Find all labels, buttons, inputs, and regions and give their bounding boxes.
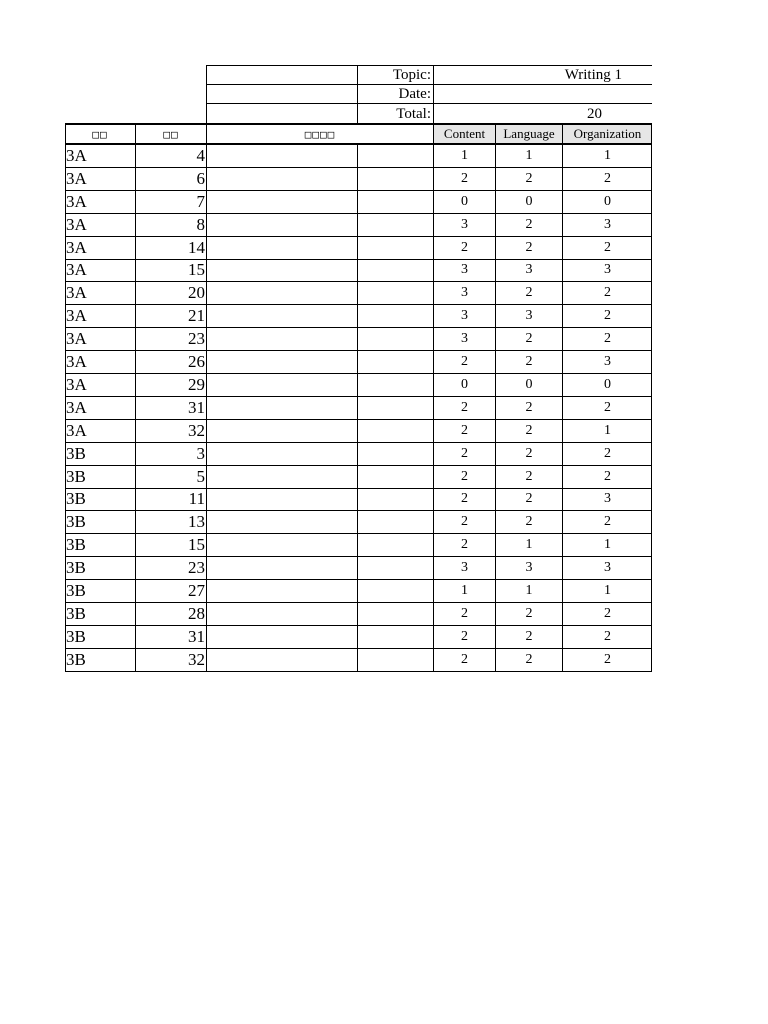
cell-class[interactable]: 3B bbox=[66, 466, 86, 486]
cell-number[interactable]: 7 bbox=[196, 191, 205, 211]
cell-name[interactable] bbox=[207, 397, 357, 419]
cell-organization[interactable]: 2 bbox=[604, 468, 611, 484]
cell-name[interactable] bbox=[207, 168, 357, 190]
cell-organization[interactable]: 2 bbox=[604, 308, 611, 324]
cell-number[interactable]: 15 bbox=[188, 535, 205, 555]
cell-organization[interactable]: 2 bbox=[604, 651, 611, 667]
cell-extra[interactable] bbox=[358, 282, 433, 304]
cell-class[interactable]: 3B bbox=[66, 581, 86, 601]
cell-organization[interactable]: 1 bbox=[604, 537, 611, 553]
cell-language[interactable]: 2 bbox=[525, 285, 533, 301]
cell-content[interactable]: 2 bbox=[461, 239, 468, 255]
cell-extra[interactable] bbox=[358, 191, 433, 213]
cell-name[interactable] bbox=[207, 626, 357, 648]
cell-extra[interactable] bbox=[358, 443, 433, 465]
cell-class[interactable]: 3A bbox=[66, 237, 87, 257]
cell-content[interactable]: 2 bbox=[461, 354, 468, 370]
col-divider bbox=[495, 123, 496, 672]
cell-organization[interactable]: 0 bbox=[604, 376, 611, 392]
cell-organization[interactable]: 2 bbox=[604, 514, 611, 530]
cell-name[interactable] bbox=[207, 237, 357, 259]
cell-name[interactable] bbox=[207, 351, 357, 373]
cell-name[interactable] bbox=[207, 305, 357, 327]
cell-language[interactable]: 2 bbox=[525, 445, 533, 461]
cell-organization[interactable]: 1 bbox=[604, 422, 611, 438]
cell-language[interactable]: 3 bbox=[525, 308, 533, 324]
cell-extra[interactable] bbox=[358, 580, 433, 602]
cell-name[interactable] bbox=[207, 214, 357, 236]
cell-class[interactable]: 3B bbox=[66, 649, 86, 669]
header-number: □□ bbox=[163, 127, 179, 141]
cell-language[interactable]: 2 bbox=[525, 216, 533, 232]
cell-name[interactable] bbox=[207, 374, 357, 396]
cell-content[interactable]: 2 bbox=[461, 491, 468, 507]
cell-content[interactable]: 2 bbox=[461, 537, 468, 553]
cell-content[interactable]: 2 bbox=[461, 651, 468, 667]
cell-extra[interactable] bbox=[358, 305, 433, 327]
cell-extra[interactable] bbox=[358, 214, 433, 236]
cell-extra[interactable] bbox=[358, 489, 433, 511]
row-divider bbox=[65, 671, 652, 672]
cell-organization[interactable]: 3 bbox=[604, 354, 611, 370]
cell-content[interactable]: 0 bbox=[461, 376, 468, 392]
cell-class[interactable]: 3B bbox=[66, 558, 86, 578]
cell-name[interactable] bbox=[207, 649, 357, 671]
cell-name[interactable] bbox=[207, 282, 357, 304]
cell-content[interactable]: 2 bbox=[461, 605, 468, 621]
date-value[interactable] bbox=[434, 85, 652, 103]
cell-language[interactable]: 2 bbox=[525, 239, 533, 255]
cell-number[interactable]: 14 bbox=[188, 237, 205, 257]
cell-extra[interactable] bbox=[358, 534, 433, 556]
cell-number[interactable]: 32 bbox=[188, 420, 205, 440]
cell-content[interactable]: 2 bbox=[461, 170, 468, 186]
cell-language[interactable]: 2 bbox=[525, 422, 533, 438]
cell-extra[interactable] bbox=[358, 511, 433, 533]
cell-language[interactable]: 0 bbox=[525, 376, 533, 392]
header-name: □□□□ bbox=[304, 127, 336, 141]
cell-organization[interactable]: 2 bbox=[604, 170, 611, 186]
cell-extra[interactable] bbox=[358, 168, 433, 190]
cell-name[interactable] bbox=[207, 557, 357, 579]
cell-language[interactable]: 0 bbox=[525, 193, 533, 209]
cell-class[interactable]: 3A bbox=[66, 260, 87, 280]
cell-content[interactable]: 2 bbox=[461, 628, 468, 644]
total-label: Total: bbox=[396, 105, 431, 122]
cell-class[interactable]: 3A bbox=[66, 191, 87, 211]
cell-content[interactable]: 0 bbox=[461, 193, 468, 209]
cell-organization[interactable]: 2 bbox=[604, 331, 611, 347]
col-divider bbox=[651, 123, 652, 672]
col-divider bbox=[357, 143, 358, 672]
cell-organization[interactable]: 3 bbox=[604, 216, 611, 232]
cell-number[interactable]: 11 bbox=[188, 489, 205, 509]
cell-number[interactable]: 28 bbox=[188, 603, 205, 623]
cell-name[interactable] bbox=[207, 489, 357, 511]
cell-language[interactable]: 2 bbox=[525, 491, 533, 507]
cell-class[interactable]: 3A bbox=[66, 306, 87, 326]
cell-number[interactable]: 5 bbox=[196, 466, 205, 486]
cell-number[interactable]: 32 bbox=[188, 649, 205, 669]
cell-class[interactable]: 3B bbox=[66, 535, 86, 555]
cell-name[interactable] bbox=[207, 534, 357, 556]
cell-language[interactable]: 1 bbox=[525, 147, 533, 163]
cell-number[interactable]: 20 bbox=[188, 283, 205, 303]
cell-class[interactable]: 3A bbox=[66, 145, 87, 165]
cell-language[interactable]: 2 bbox=[525, 170, 533, 186]
cell-organization[interactable]: 2 bbox=[604, 399, 611, 415]
cell-content[interactable]: 3 bbox=[461, 331, 468, 347]
cell-extra[interactable] bbox=[358, 374, 433, 396]
cell-name[interactable] bbox=[207, 443, 357, 465]
cell-class[interactable]: 3B bbox=[66, 512, 86, 532]
cell-extra[interactable] bbox=[358, 466, 433, 488]
cell-language[interactable]: 1 bbox=[525, 537, 533, 553]
cell-extra[interactable] bbox=[358, 649, 433, 671]
topic-label: Topic: bbox=[392, 66, 431, 83]
cell-class[interactable]: 3A bbox=[66, 168, 87, 188]
cell-class[interactable]: 3A bbox=[66, 397, 87, 417]
cell-number[interactable]: 4 bbox=[196, 145, 205, 165]
cell-content[interactable]: 3 bbox=[461, 308, 468, 324]
col-divider bbox=[206, 123, 207, 672]
cell-class[interactable]: 3B bbox=[66, 443, 86, 463]
cell-number[interactable]: 13 bbox=[188, 512, 205, 532]
cell-number[interactable]: 26 bbox=[188, 352, 205, 372]
cell-content[interactable]: 1 bbox=[461, 583, 468, 599]
cell-number[interactable]: 29 bbox=[188, 374, 205, 394]
cell-organization[interactable]: 2 bbox=[604, 239, 611, 255]
cell-language[interactable]: 2 bbox=[525, 605, 533, 621]
cell-organization[interactable]: 3 bbox=[604, 491, 611, 507]
cell-number[interactable]: 23 bbox=[188, 558, 205, 578]
cell-language[interactable]: 2 bbox=[525, 651, 533, 667]
cell-extra[interactable] bbox=[358, 351, 433, 373]
cell-language[interactable]: 2 bbox=[525, 331, 533, 347]
cell-class[interactable]: 3A bbox=[66, 374, 87, 394]
cell-language[interactable]: 1 bbox=[525, 583, 533, 599]
cell-number[interactable]: 3 bbox=[196, 443, 205, 463]
header-content: Content bbox=[434, 125, 495, 143]
cell-name[interactable] bbox=[207, 260, 357, 282]
cell-content[interactable]: 2 bbox=[461, 445, 468, 461]
cell-name[interactable] bbox=[207, 145, 357, 167]
cell-extra[interactable] bbox=[358, 557, 433, 579]
cell-organization[interactable]: 3 bbox=[604, 560, 611, 576]
cell-organization[interactable]: 0 bbox=[604, 193, 611, 209]
cell-extra[interactable] bbox=[358, 237, 433, 259]
cell-number[interactable]: 8 bbox=[196, 214, 205, 234]
cell-class[interactable]: 3A bbox=[66, 214, 87, 234]
topic-value[interactable]: Writing 1 bbox=[564, 66, 622, 83]
cell-name[interactable] bbox=[207, 191, 357, 213]
cell-number[interactable]: 6 bbox=[196, 168, 205, 188]
cell-content[interactable]: 2 bbox=[461, 422, 468, 438]
cell-class[interactable]: 3B bbox=[66, 626, 86, 646]
cell-content[interactable]: 3 bbox=[461, 216, 468, 232]
col-divider bbox=[562, 123, 563, 672]
cell-number[interactable]: 31 bbox=[188, 626, 205, 646]
cell-number[interactable]: 31 bbox=[188, 397, 205, 417]
cell-organization[interactable]: 3 bbox=[604, 262, 611, 278]
cell-class[interactable]: 3B bbox=[66, 603, 86, 623]
cell-language[interactable]: 2 bbox=[525, 628, 533, 644]
cell-language[interactable]: 2 bbox=[525, 514, 533, 530]
cell-content[interactable]: 3 bbox=[461, 285, 468, 301]
cell-number[interactable]: 23 bbox=[188, 329, 205, 349]
header-organization: Organization bbox=[563, 125, 652, 143]
cell-organization[interactable]: 1 bbox=[604, 583, 611, 599]
cell-extra[interactable] bbox=[358, 397, 433, 419]
cell-class[interactable]: 3A bbox=[66, 283, 87, 303]
header-language: Language bbox=[496, 125, 562, 143]
header-class: □□ bbox=[92, 127, 108, 141]
total-value[interactable]: 20 bbox=[587, 105, 602, 122]
cell-extra[interactable] bbox=[358, 603, 433, 625]
cell-class[interactable]: 3A bbox=[66, 329, 87, 349]
cell-content[interactable]: 2 bbox=[461, 399, 468, 415]
cell-extra[interactable] bbox=[358, 145, 433, 167]
cell-organization[interactable]: 1 bbox=[604, 147, 611, 163]
col-divider bbox=[433, 123, 434, 672]
cell-organization[interactable]: 2 bbox=[604, 445, 611, 461]
cell-number[interactable]: 27 bbox=[188, 581, 205, 601]
cell-name[interactable] bbox=[207, 466, 357, 488]
cell-class[interactable]: 3B bbox=[66, 489, 86, 509]
meta-vline-left bbox=[206, 65, 207, 124]
cell-language[interactable]: 3 bbox=[525, 560, 533, 576]
cell-organization[interactable]: 2 bbox=[604, 285, 611, 301]
cell-number[interactable]: 15 bbox=[188, 260, 205, 280]
cell-language[interactable]: 2 bbox=[525, 399, 533, 415]
date-label: Date: bbox=[398, 85, 431, 102]
cell-class[interactable]: 3A bbox=[66, 352, 87, 372]
cell-class[interactable]: 3A bbox=[66, 420, 87, 440]
cell-name[interactable] bbox=[207, 328, 357, 350]
cell-content[interactable]: 3 bbox=[461, 560, 468, 576]
cell-content[interactable]: 2 bbox=[461, 468, 468, 484]
cell-number[interactable]: 21 bbox=[188, 306, 205, 326]
cell-content[interactable]: 3 bbox=[461, 262, 468, 278]
cell-language[interactable]: 2 bbox=[525, 468, 533, 484]
cell-organization[interactable]: 2 bbox=[604, 628, 611, 644]
cell-extra[interactable] bbox=[358, 420, 433, 442]
cell-extra[interactable] bbox=[358, 626, 433, 648]
cell-organization[interactable]: 2 bbox=[604, 605, 611, 621]
cell-name[interactable] bbox=[207, 420, 357, 442]
cell-extra[interactable] bbox=[358, 328, 433, 350]
cell-language[interactable]: 3 bbox=[525, 262, 533, 278]
cell-content[interactable]: 2 bbox=[461, 514, 468, 530]
cell-name[interactable] bbox=[207, 603, 357, 625]
cell-extra[interactable] bbox=[358, 260, 433, 282]
col-divider bbox=[135, 123, 136, 672]
col-divider bbox=[65, 123, 66, 672]
cell-name[interactable] bbox=[207, 580, 357, 602]
cell-name[interactable] bbox=[207, 511, 357, 533]
cell-content[interactable]: 1 bbox=[461, 147, 468, 163]
cell-language[interactable]: 2 bbox=[525, 354, 533, 370]
